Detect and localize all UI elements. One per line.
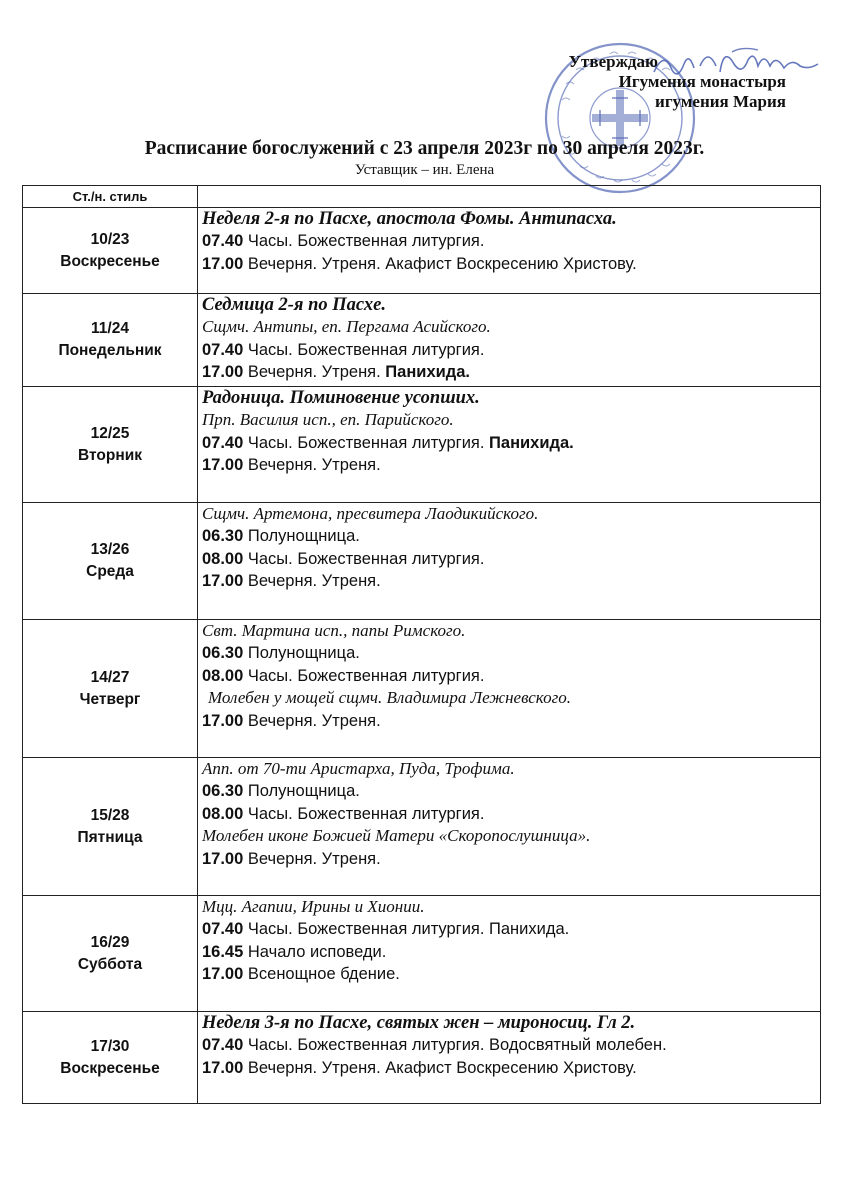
service-text: Сщмч. Артемона, пресвитера Лаодикийского. (202, 504, 539, 523)
day-cell (23, 208, 198, 294)
day-date: 13/26 (90, 541, 130, 558)
feast-title (202, 208, 820, 230)
service-text: Часы. Божественная литургия. (243, 340, 485, 359)
service-time: 08.00 (202, 666, 244, 685)
service-line (202, 780, 820, 802)
service-line (202, 230, 820, 252)
service-line (202, 918, 820, 940)
service-time: 07.40 (202, 1036, 244, 1055)
service-text: Часы. Божественная литургия. (243, 804, 485, 823)
table-row (23, 208, 821, 294)
service-line (202, 710, 820, 732)
service-text-bold: Панихида. (489, 433, 574, 452)
service-line (202, 339, 820, 361)
service-time: 07.40 (202, 340, 244, 359)
service-time: 07.40 (202, 232, 244, 251)
service-line (202, 253, 820, 275)
table-row (23, 1012, 821, 1104)
table-row (23, 620, 821, 758)
service-time: 17.00 (202, 1058, 244, 1077)
day-date: 14/27 (90, 668, 130, 686)
service-time: 17.00 (202, 711, 244, 730)
day-cell (23, 620, 198, 758)
service-line (202, 1034, 820, 1056)
table-header-row (23, 186, 821, 208)
service-text: Часы. Божественная литургия. Водосвятный молебен. (243, 1036, 667, 1055)
commemoration-line (202, 620, 820, 642)
service-text-bold: Панихида. (385, 363, 470, 382)
service-text: Вечерня. Утреня. (243, 363, 386, 382)
day-date: 12/25 (90, 424, 130, 442)
day-date: 10/23 (90, 230, 130, 248)
commemoration-line (202, 409, 820, 431)
services-cell (198, 758, 821, 896)
service-time: 17.00 (202, 456, 244, 475)
day-date: 11/24 (91, 320, 129, 337)
table-row (23, 387, 821, 503)
service-text: Свт. Мартина исп., папы Римского. (202, 621, 466, 640)
service-time: 06.30 (202, 644, 244, 663)
services-cell (198, 620, 821, 758)
commemoration-line (202, 316, 820, 338)
service-text: Радоница. Поминовение усопших. (202, 388, 480, 408)
service-time: 07.40 (202, 920, 244, 939)
table-row (23, 294, 821, 387)
page-subtitle: Уставщик – ин. Елена (354, 162, 495, 178)
feast-title (202, 1012, 820, 1034)
service-time: 06.30 (202, 527, 244, 546)
column-header-services (198, 186, 821, 208)
commemoration-line (202, 896, 820, 918)
service-time: 17.00 (202, 363, 244, 382)
service-text: Вечерня. Утреня. (243, 849, 381, 868)
service-text: Вечерня. Утреня. Акафист Воскресению Христову. (243, 1058, 637, 1077)
table-row (23, 503, 821, 620)
day-cell (23, 387, 198, 503)
service-text: Неделя 3-я по Пасхе, святых жен – мироносиц. Гл 2. (202, 1013, 636, 1033)
services-cell (198, 294, 821, 387)
service-line (202, 548, 820, 570)
service-text: Полунощница. (243, 644, 360, 663)
day-weekday: Понедельник (58, 342, 162, 359)
service-line (202, 570, 820, 592)
service-text: Апп. от 70-ти Аристарха, Пуда, Трофима. (202, 759, 515, 778)
service-time: 17.00 (202, 572, 244, 591)
day-cell (23, 758, 198, 896)
service-line (202, 454, 820, 476)
service-line (202, 642, 820, 664)
day-weekday: Воскресенье (60, 252, 160, 270)
service-time: 08.00 (202, 549, 244, 568)
day-cell (23, 294, 198, 387)
services-cell (198, 387, 821, 503)
service-text: Часы. Божественная литургия. Панихида. (243, 920, 570, 939)
day-weekday: Воскресенье (60, 1059, 160, 1077)
service-time: 17.00 (202, 254, 244, 273)
commemoration-line (202, 503, 820, 525)
day-weekday: Среда (86, 563, 134, 580)
service-line (202, 432, 820, 454)
service-text: Вечерня. Утреня. (243, 456, 381, 475)
service-text: Вечерня. Утреня. Акафист Воскресению Христову. (243, 254, 637, 273)
service-text: Часы. Божественная литургия. (243, 549, 485, 568)
feast-title (202, 294, 820, 316)
service-text: Сщмч. Антипы, еп. Пергама Асийского. (202, 317, 491, 337)
column-header-style: Ст./н. стиль (23, 186, 198, 208)
approval-block (548, 52, 788, 112)
service-line (202, 848, 820, 870)
approval-line-approve: Утверждаю (568, 52, 658, 71)
service-time: 06.30 (202, 782, 244, 801)
schedule-table (22, 185, 821, 1104)
service-text: Прп. Василия исп., еп. Парийского. (202, 410, 454, 430)
feast-title (202, 387, 820, 409)
service-text: Молебен иконе Божией Матери «Скоропослушница». (202, 826, 591, 846)
service-line (202, 941, 820, 963)
service-text: Полунощница. (243, 527, 360, 546)
service-time: 17.00 (202, 965, 244, 984)
service-time: 16.45 (202, 942, 244, 961)
approval-line-name: игумения Мария (655, 92, 786, 111)
services-cell (198, 503, 821, 620)
day-cell (23, 503, 198, 620)
day-weekday: Четверг (79, 690, 141, 708)
service-text: Седмица 2-я по Пасхе. (202, 295, 386, 315)
commemoration-line (202, 687, 820, 709)
service-text: Мцц. Агапии, Ирины и Хионии. (202, 897, 425, 916)
day-weekday: Суббота (77, 955, 143, 973)
service-time: 08.00 (202, 804, 244, 823)
service-text: Вечерня. Утреня. (243, 572, 381, 591)
service-text: Молебен у мощей сщмч. Владимира Лежневского. (208, 688, 571, 708)
day-date: 16/29 (90, 933, 130, 951)
day-cell (23, 1012, 198, 1104)
service-text: Часы. Божественная литургия. (243, 433, 490, 452)
page-title: Расписание богослужений с 23 апреля 2023г по 30 апреля 2023г. (144, 138, 705, 159)
service-text: Неделя 2-я по Пасхе, апостола Фомы. Антипасха. (202, 209, 617, 229)
commemoration-line (202, 825, 820, 847)
service-line (202, 525, 820, 547)
service-time: 17.00 (202, 849, 244, 868)
day-date: 17/30 (90, 1037, 130, 1055)
service-text: Вечерня. Утреня. (243, 711, 381, 730)
day-weekday: Вторник (78, 446, 142, 464)
day-weekday: Пятница (77, 828, 143, 846)
approval-line-position: Игумения монастыря (618, 72, 786, 91)
services-cell (198, 1012, 821, 1104)
commemoration-line (202, 758, 820, 780)
table-row (23, 896, 821, 1012)
day-cell (23, 896, 198, 1012)
service-line (202, 803, 820, 825)
service-line (202, 963, 820, 985)
services-cell (198, 896, 821, 1012)
service-time: 07.40 (202, 433, 244, 452)
service-line (202, 361, 820, 383)
day-date: 15/28 (90, 806, 130, 824)
service-text: Полунощница. (243, 782, 360, 801)
service-line (202, 665, 820, 687)
services-cell (198, 208, 821, 294)
service-text: Всенощное бдение. (243, 965, 400, 984)
service-line (202, 1057, 820, 1079)
table-row (23, 758, 821, 896)
service-text: Часы. Божественная литургия. (243, 666, 485, 685)
service-text: Часы. Божественная литургия. (243, 232, 485, 251)
service-text: Начало исповеди. (243, 942, 387, 961)
